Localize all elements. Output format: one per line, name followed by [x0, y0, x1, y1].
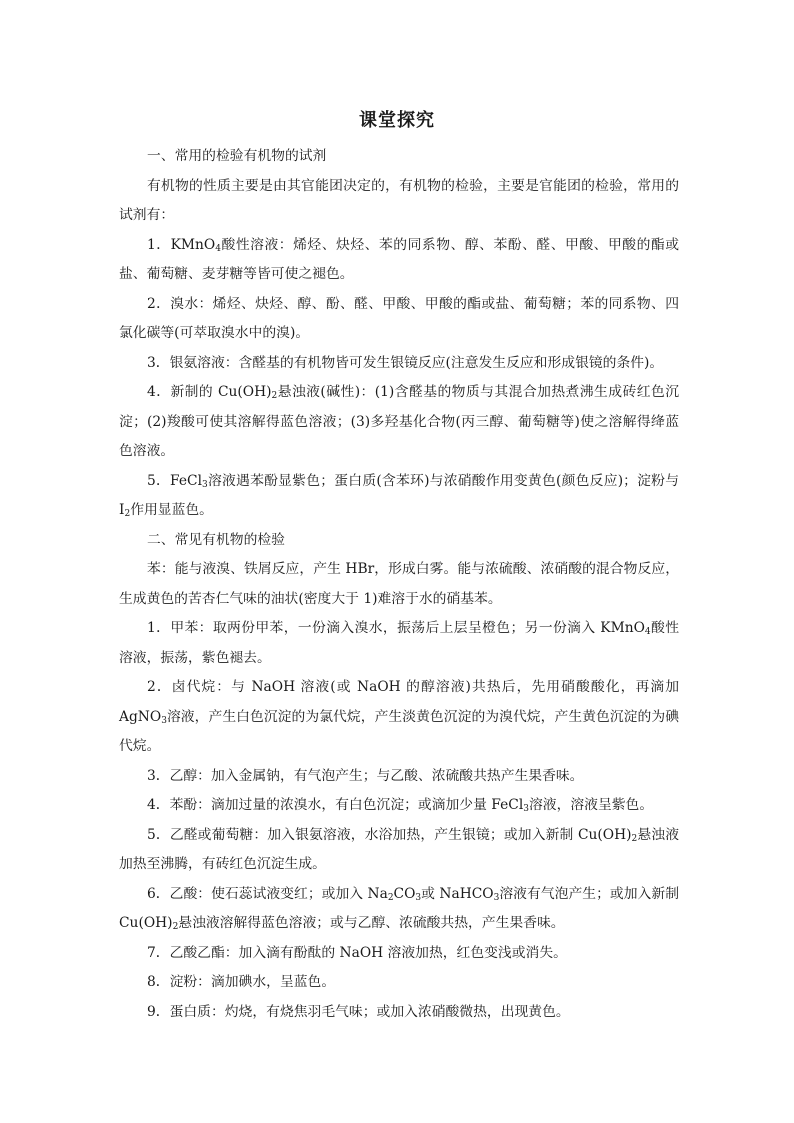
page-title: 课堂探究 — [359, 110, 435, 131]
reagent-item-1: 1．KMnO$_4$酸性溶液：烯烃、炔烃、苯的同系物、醇、苯酚、醛、甲酸、甲酸的酯或盐、葡萄糖、麦芽糖等皆可使之褪色。 — [119, 236, 679, 282]
reagent-item-4: 4．新制的 $Cu(OH)_2$悬浊液(碱性)：(1)含醛基的物质与其混合加热煮沸生成砖红色沉淀；(2)羧酸可使其溶解得蓝色溶液；(3)多羟基化合物(丙三醇、葡萄糖等)使之溶解得绛蓝色溶液。 — [119, 384, 679, 459]
test-item-9: 9．蛋白质：灼烧，有烧焦羽毛气味；或加入浓硝酸微热，出现黄色。 — [147, 1003, 570, 1020]
paragraph-intro: 有机物的性质主要是由其官能团决定的，有机物的检验，主要是官能团的检验，常用的试剂有： — [119, 177, 679, 223]
test-item-6: 6．乙酸：使石蕊试液变红；或加入 $Na_2CO_3$或 NaHCO$_3$溶液有气泡产生；或加入新制 $Cu(OH)_2$悬浊液溶解得蓝色溶液；或与乙醇、浓硫酸共热，产生果香味。 — [119, 885, 679, 932]
test-item-7: 7．乙酸乙酯：加入滴有酚酞的 NaOH 溶液加热，红色变浅或消失。 — [147, 944, 567, 961]
test-item-1: 1．甲苯：取两份甲苯，一份滴入溴水，振荡后上层呈橙色；另一份滴入 KMnO$_4$酸性溶液，振荡，紫色褪去。 — [119, 620, 680, 666]
paragraph-benzene: 苯：能与液溴、铁屑反应，产生 HBr，形成白雾。能与浓硫酸、浓硝酸的混合物反应，生成黄色的苦杏仁气味的油状(密度大于 1)难溶于水的硝基苯。 — [119, 561, 679, 607]
reagent-item-5: 5．FeCl$_3$溶液遇苯酚显紫色；蛋白质(含苯环)与浓硝酸作用变黄色(颜色反应)；淀粉与 $I_2$作用显蓝色。 — [119, 472, 679, 519]
test-item-2: 2．卤代烷：与 NaOH 溶液(或 NaOH 的醇溶液)共热后，先用硝酸酸化，再滴加 AgNO$_3$溶液，产生白色沉淀的为氯代烷，产生淡黄色沉淀的为溴代烷，产生黄色沉淀的为碘代烷。 — [119, 679, 679, 754]
document-body — [119, 142, 679, 1027]
reagent-item-3: 3．银氨溶液：含醛基的有机物皆可发生银镜反应(注意发生反应和形成银镜的条件)。 — [147, 354, 664, 371]
reagent-item-2: 2．溴水：烯烃、炔烃、醇、酚、醛、甲酸、甲酸的酯或盐、葡萄糖；苯的同系物、四氯化碳等(可萃取溴水中的溴)。 — [119, 295, 679, 341]
section-heading-tests: 二、常见有机物的检验 — [147, 531, 285, 548]
test-item-8: 8．淀粉：滴加碘水，呈蓝色。 — [147, 974, 336, 990]
test-item-4: 4．苯酚：滴加过量的浓溴水，有白色沉淀；或滴加少量 FeCl$_3$溶液，溶液呈紫色。 — [147, 797, 654, 814]
test-item-3: 3．乙醇：加入金属钠，有气泡产生；与乙酸、浓硫酸共热产生果香味。 — [147, 767, 584, 784]
section-heading-reagents: 一、常用的检验有机物的试剂 — [147, 148, 327, 164]
test-item-5: 5．乙醛或葡萄糖：加入银氨溶液，水浴加热，产生银镜；或加入新制 $Cu(OH)_2$悬浊液加热至沸腾，有砖红色沉淀生成。 — [119, 826, 680, 872]
